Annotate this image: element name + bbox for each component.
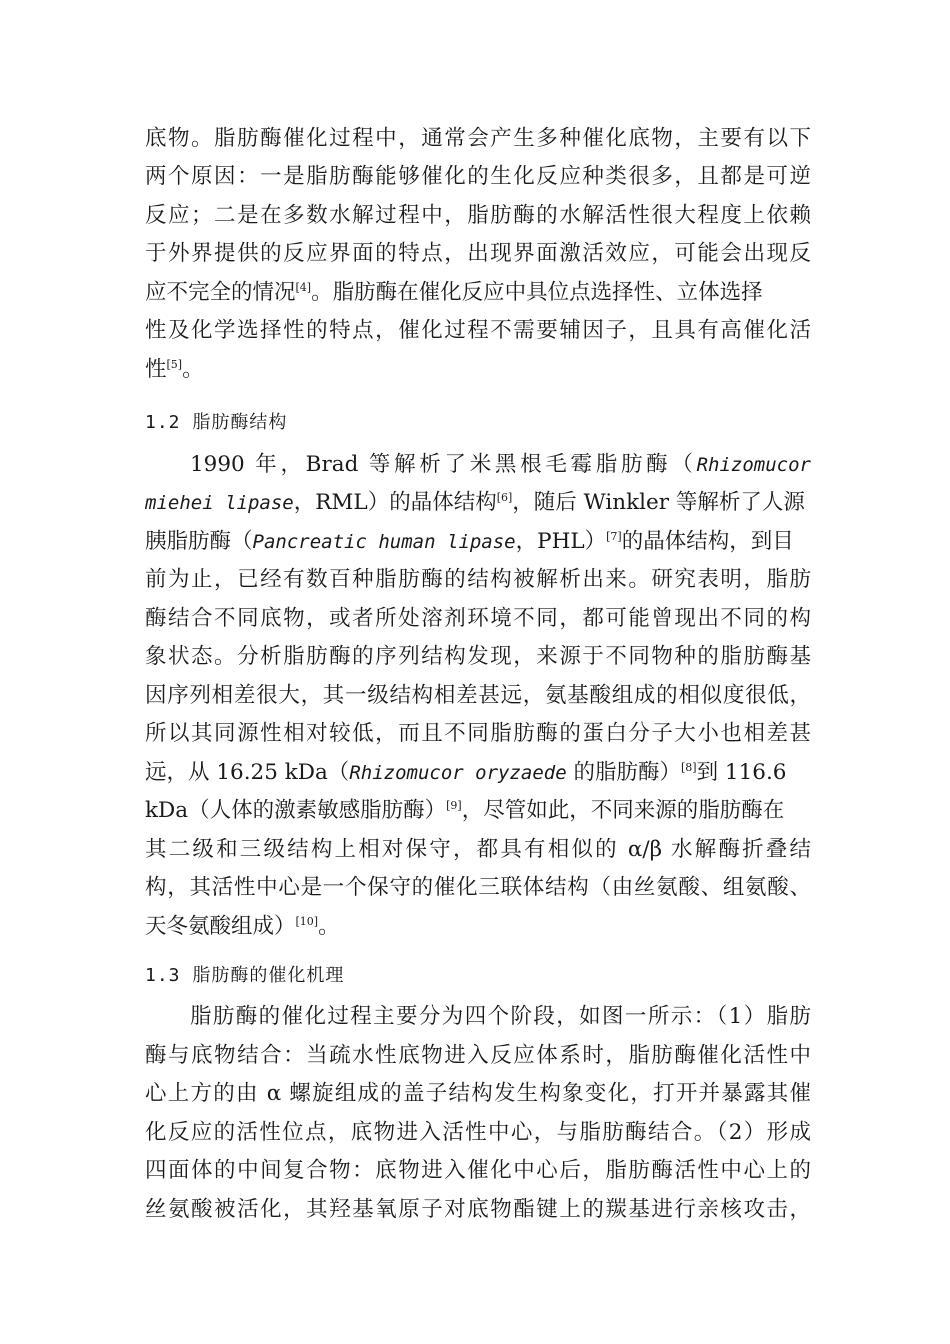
section-heading: 1.2 脂肪酶结构 [145, 412, 288, 433]
paragraph-line [145, 527, 811, 557]
paragraph-line [145, 796, 811, 826]
italic-term: Rhizomucor [696, 454, 811, 476]
citation-ref: [10] [295, 915, 319, 928]
paragraph-line [145, 355, 811, 385]
text-run: 远，从 16.25 kDa（ [145, 760, 350, 785]
citation-ref: [5] [166, 358, 183, 371]
paragraph-line: 反应；二是在多数水解过程中，脂肪酶的水解活性很大程度上依赖 [145, 203, 811, 228]
text-run: 。脂肪酶在催化反应中具位点选择性、立体选择 [311, 280, 763, 305]
text-run: kDa（人体的激素敏感脂肪酶） [145, 798, 447, 823]
section-heading: 1.3 脂肪酶的催化机理 [145, 965, 345, 986]
citation-ref: [8] [681, 761, 697, 774]
paragraph-line: 象状态。分析脂肪酶的序列结构发现，来源于不同物种的脂肪酶基 [145, 644, 811, 669]
paragraph-line: 四面体的中间复合物：底物进入催化中心后，脂肪酶活性中心上的 [145, 1158, 811, 1183]
paragraph-line [145, 278, 811, 308]
citation-ref: [4] [295, 281, 312, 294]
citation-ref: [7] [606, 530, 622, 543]
paragraph-line [145, 758, 811, 788]
paragraph-line [145, 912, 811, 942]
paragraph-line: 酶与底物结合：当疏水性底物进入反应体系时，脂肪酶催化活性中 [145, 1043, 811, 1068]
italic-term: miehei lipase [145, 492, 294, 514]
text-run: ，RML）的晶体结构 [293, 490, 497, 515]
paragraph-line: 底物。脂肪酶催化过程中，通常会产生多种催化底物，主要有以下 [145, 126, 811, 151]
text-run: 到 116.6 [696, 760, 787, 785]
text-run: 1990 年，Brad 等解析了米黑根毛霉脂肪酶（ [190, 452, 697, 477]
paragraph-line: 性及化学选择性的特点，催化过程不需要辅因子，且具有高催化活 [145, 318, 811, 343]
paragraph-line: 心上方的由 α 螺旋组成的盖子结构发生构象变化，打开并暴露其催 [145, 1081, 811, 1106]
paragraph-line: 所以其同源性相对较低，而且不同脂肪酶的蛋白分子大小也相差甚 [145, 721, 811, 746]
text-run: 。 [182, 357, 204, 382]
paragraph-line: 其二级和三级结构上相对保守，都具有相似的 α/β 水解酶折叠结 [145, 837, 811, 862]
paragraph-line: 化反应的活性位点，底物进入活性中心，与脂肪酶结合。（2）形成 [145, 1120, 811, 1145]
text-run: ，PHL） [515, 529, 607, 554]
citation-ref: [6] [496, 491, 513, 504]
citation-ref: [9] [446, 799, 462, 812]
paragraph-line [190, 450, 811, 480]
text-run: ，尽管如此，不同来源的脂肪酶在 [461, 798, 785, 823]
text-run: 。 [318, 914, 340, 939]
italic-term: Rhizomucor oryzaede [349, 762, 567, 784]
text-run: 胰脂肪酶（ [145, 529, 253, 554]
paragraph-line: 脂肪酶的催化过程主要分为四个阶段，如图一所示：（1）脂肪 [190, 1004, 811, 1029]
paragraph-line [145, 488, 811, 518]
italic-term: Pancreatic human lipase [252, 531, 516, 553]
paragraph-line: 酶结合不同底物，或者所处溶剂环境不同，都可能曾现出不同的构 [145, 606, 811, 631]
paragraph-line: 前为止，已经有数百种脂肪酶的结构被解析出来。研究表明，脂肪 [145, 567, 811, 592]
paragraph-line: 两个原因：一是脂肪酶能够催化的生化反应种类很多，且都是可逆 [145, 164, 811, 189]
text-run: 天冬氨酸组成） [145, 914, 296, 939]
paragraph-line: 构，其活性中心是一个保守的催化三联体结构（由丝氨酸、组氨酸、 [145, 875, 811, 900]
paragraph-line: 因序列相差很大，其一级结构相差甚远，氨基酸组成的相似度很低， [145, 683, 811, 708]
text-run: ，随后 Winkler 等解析了人源 [512, 490, 805, 515]
text-run: 应不完全的情况 [145, 280, 296, 305]
text-run: 的脂肪酶） [566, 760, 681, 785]
text-run: 的晶体结构，到目 [621, 529, 794, 554]
text-run: 性 [145, 357, 167, 382]
paragraph-line: 于外界提供的反应界面的特点，出现界面激活效应，可能会出现反 [145, 241, 811, 266]
paragraph-line: 丝氨酸被活化，其羟基氧原子对底物酯键上的羰基进行亲核攻击， [145, 1197, 811, 1222]
